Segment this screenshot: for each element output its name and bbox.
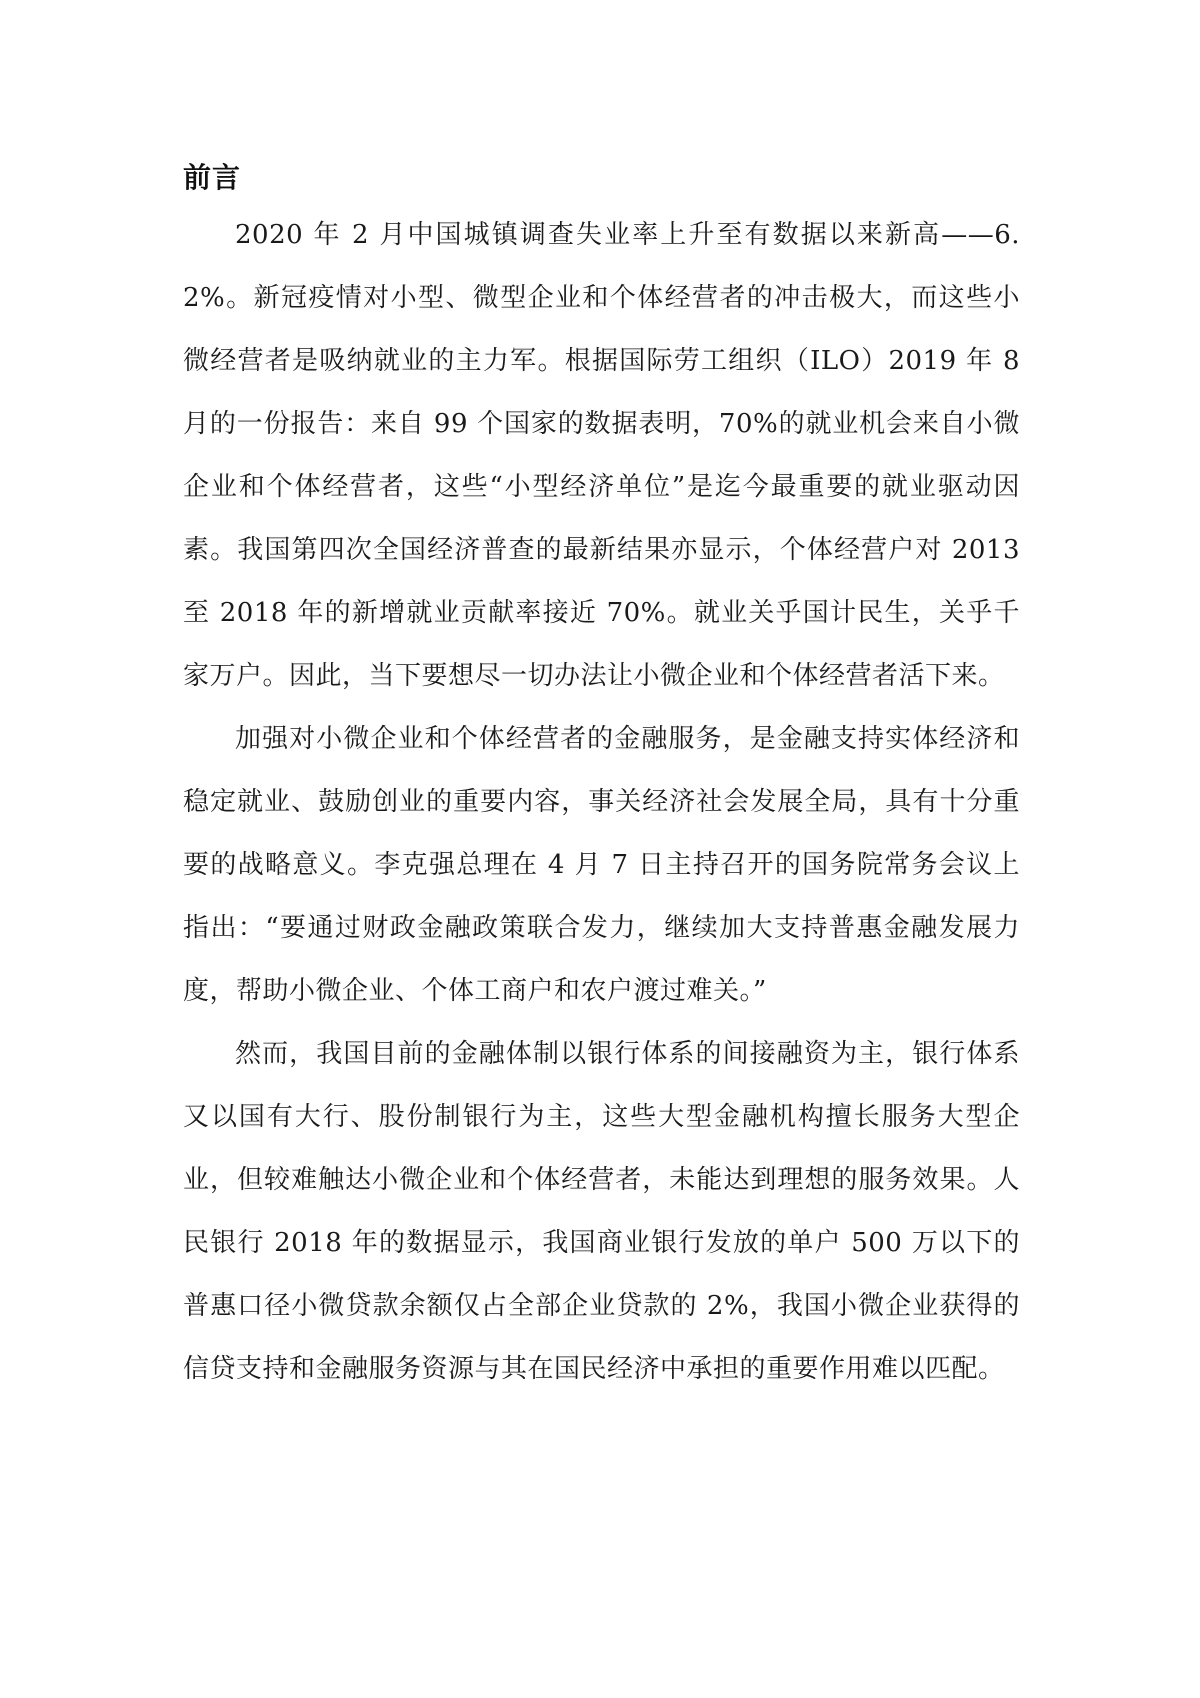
paragraph-1: 2020 年 2 月中国城镇调查失业率上升至有数据以来新高——6.2%。新冠疫情对小型、微型企业和个体经营者的冲击极大，而这些小微经营者是吸纳就业的主力军。根据国际劳工组织（ILO）2019 年 8 月的一份报告：来自 99 个国家的数据表明，70%的就业机会来自小微企业和个体经营者，这些“小型经济单位”是迄今最重要的就业驱动因素。我国第四次全国经济普查的最新结果亦显示，个体经营户对 2013 至 2018 年的新增就业贡献率接近 70%。就业关乎国计民生，关乎千家万户。因此，当下要想尽一切办法让小微企业和个体经营者活下来。 [183,220,1020,691]
paragraph-2: 加强对小微企业和个体经营者的金融服务，是金融支持实体经济和稳定就业、鼓励创业的重要内容，事关经济社会发展全局，具有十分重要的战略意义。李克强总理在 4 月 7 日主持召开的国务院常务会议上指出：“要通过财政金融政策联合发力，继续加大支持普惠金融发展力度，帮助小微企业、个体工商户和农户渡过难关。” [183,724,1020,1006]
document-page [183,150,1020,1401]
paragraph-3: 然而，我国目前的金融体制以银行体系的间接融资为主，银行体系又以国有大行、股份制银行为主，这些大型金融机构擅长服务大型企业，但较难触达小微企业和个体经营者，未能达到理想的服务效果。人民银行 2018 年的数据显示，我国商业银行发放的单户 500 万以下的普惠口径小微贷款余额仅占全部企业贷款的 2%，我国小微企业获得的信贷支持和金融服务资源与其在国民经济中承担的重要作用难以匹配。 [183,1039,1020,1384]
page-title: 前言 [183,161,242,194]
